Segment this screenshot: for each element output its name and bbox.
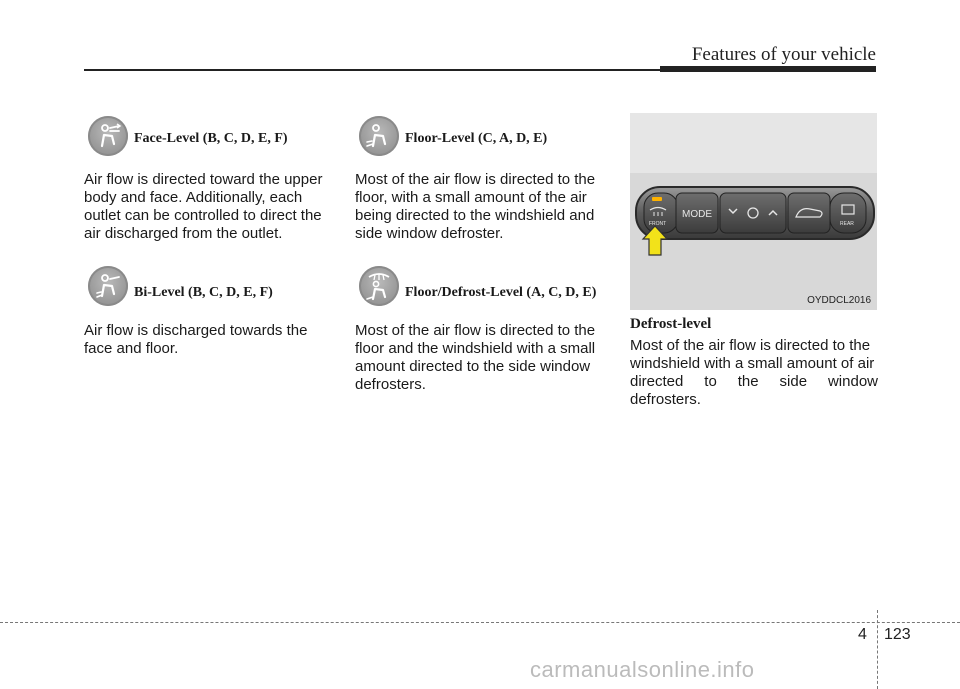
watermark: carmanualsonline.info: [530, 657, 755, 682]
bi-level-title: Bi-Level (B, C, D, E, F): [134, 285, 273, 300]
chapter-number: 4: [858, 626, 867, 643]
header-rule-accent: [660, 66, 876, 72]
climate-control-panel-image: [630, 113, 877, 310]
mode-button-label: MODE: [682, 209, 712, 220]
footer-rule: [0, 622, 960, 623]
image-reference-code: OYDDCL2016: [807, 295, 871, 306]
page-number: 123: [884, 626, 911, 643]
footer-divider: [877, 610, 878, 689]
face-level-description: Air flow is directed toward the upper body and face. Additionally, each outlet can be controlled to direct the air discharged from the outlet.: [84, 171, 323, 242]
floor-defrost-level-title: Floor/Defrost-Level (A, C, D, E): [405, 285, 597, 300]
section-title: Features of your vehicle: [691, 44, 876, 65]
defrost-level-description: Most of the air flow is directed to the windshield with a small amount of air directed to the side window defrosters.: [630, 337, 878, 408]
floor-level-title: Floor-Level (C, A, D, E): [405, 131, 548, 146]
bi-level-description: Air flow is discharged towards the face and floor.: [84, 322, 308, 357]
defrost-level-title: Defrost-level: [630, 316, 712, 332]
floor-defrost-level-mode-icon: [359, 266, 399, 306]
face-level-title: Face-Level (B, C, D, E, F): [134, 131, 288, 146]
front-button-label: FRONT: [649, 221, 667, 227]
rear-button-label: REAR: [840, 221, 854, 227]
face-level-mode-icon: [88, 116, 128, 156]
floor-level-description: Most of the air flow is directed to the floor, with a small amount of the air being directed to the windshield and side window defroster.: [355, 171, 596, 242]
floor-defrost-level-description: Most of the air flow is directed to the floor and the windshield with a small amount directed to the side window defrosters.: [355, 322, 596, 393]
floor-level-mode-icon: [359, 116, 399, 156]
bi-level-mode-icon: [88, 266, 128, 306]
